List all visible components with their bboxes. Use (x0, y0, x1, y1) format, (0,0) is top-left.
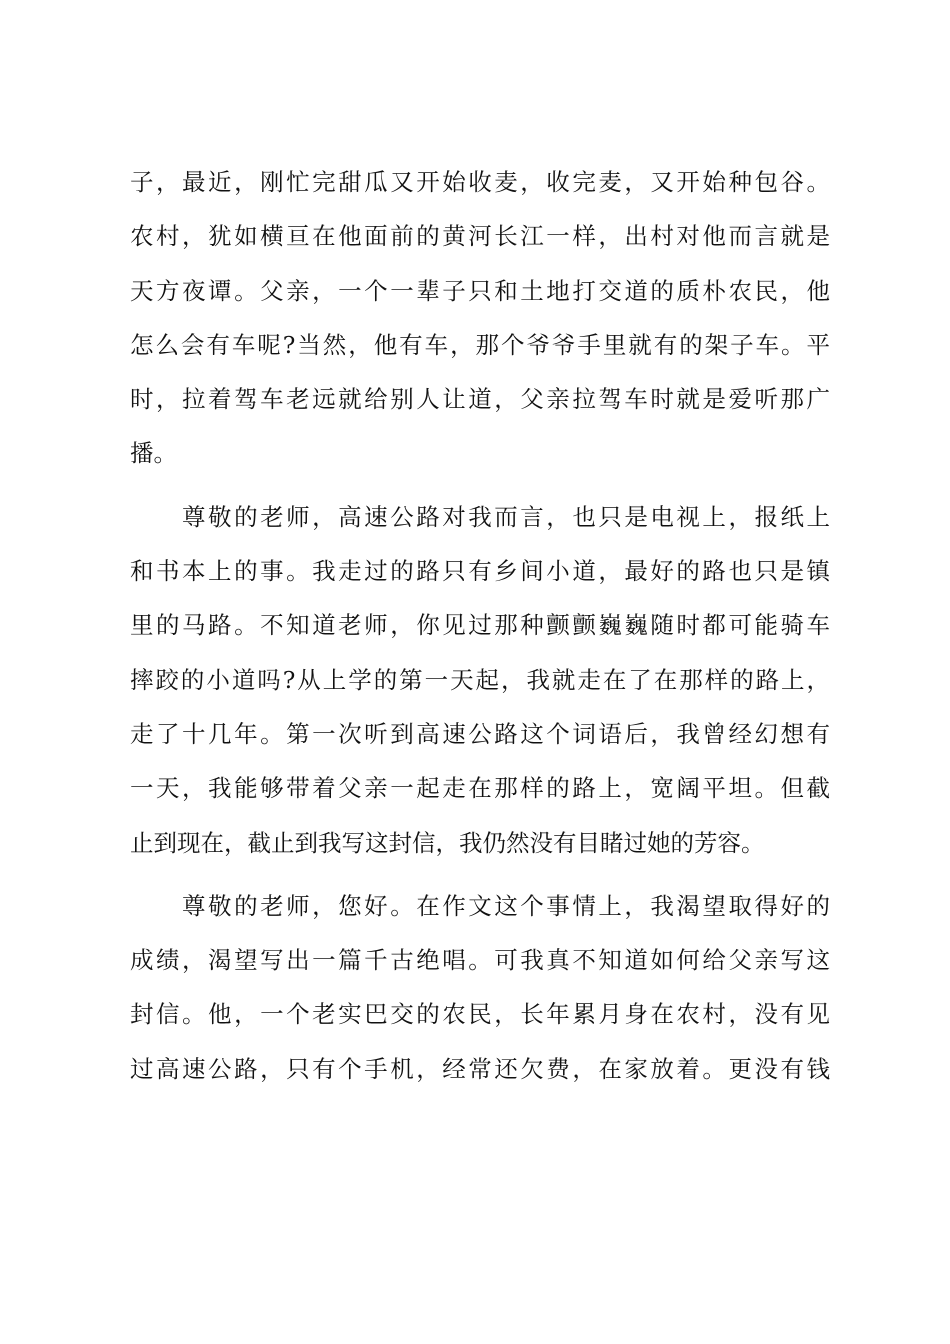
text-line: 播。 (130, 439, 177, 468)
text-line: 子，最近，刚忙完甜瓜又开始收麦，收完麦，又开始种包谷。 (130, 168, 830, 196)
text-line: 尊敬的老师，您好。在作文这个事情上，我渴望取得好的 (130, 891, 830, 920)
paragraph-1 (130, 155, 830, 481)
text-line: 封信。他，一个老实巴交的农民，长年累月身在农村，没有见 (130, 1000, 830, 1029)
text-line: 农村，犹如横亘在他面前的黄河长江一样，出村对他而言就是 (130, 222, 830, 251)
text-line: 摔跤的小道吗?从上学的第一天起，我就走在了在那样的路上， (130, 665, 830, 694)
text-line: 止到现在，截止到我写这封信，我仍然没有目睹过她的芳容。 (130, 828, 765, 857)
text-line: 天方夜谭。父亲，一个一辈子只和土地打交道的质朴农民，他 (130, 276, 830, 305)
document-body (130, 155, 830, 1096)
paragraph-2 (130, 490, 830, 870)
text-line: 尊敬的老师，高速公路对我而言，也只是电视上，报纸上 (130, 502, 830, 531)
text-line: 怎么会有车呢?当然，他有车，那个爷爷手里就有的架子车。平 (130, 330, 830, 359)
text-line: 和书本上的事。我走过的路只有乡间小道，最好的路也只是镇 (130, 557, 830, 586)
text-line: 里的马路。不知道老师，你见过那种颤颤巍巍随时都可能骑车 (130, 611, 830, 640)
text-line: 成绩，渴望写出一篇千古绝唱。可我真不知道如何给父亲写这 (130, 946, 830, 975)
paragraph-3 (130, 879, 830, 1096)
text-line: 过高速公路，只有个手机，经常还欠费，在家放着。更没有钱 (130, 1054, 830, 1083)
text-line: 走了十几年。第一次听到高速公路这个词语后，我曾经幻想有 (130, 719, 830, 748)
text-line: 一天，我能够带着父亲一起走在那样的路上，宽阔平坦。但截 (130, 774, 830, 803)
text-line: 时，拉着驾车老远就给别人让道，父亲拉驾车时就是爱听那广 (130, 385, 830, 414)
